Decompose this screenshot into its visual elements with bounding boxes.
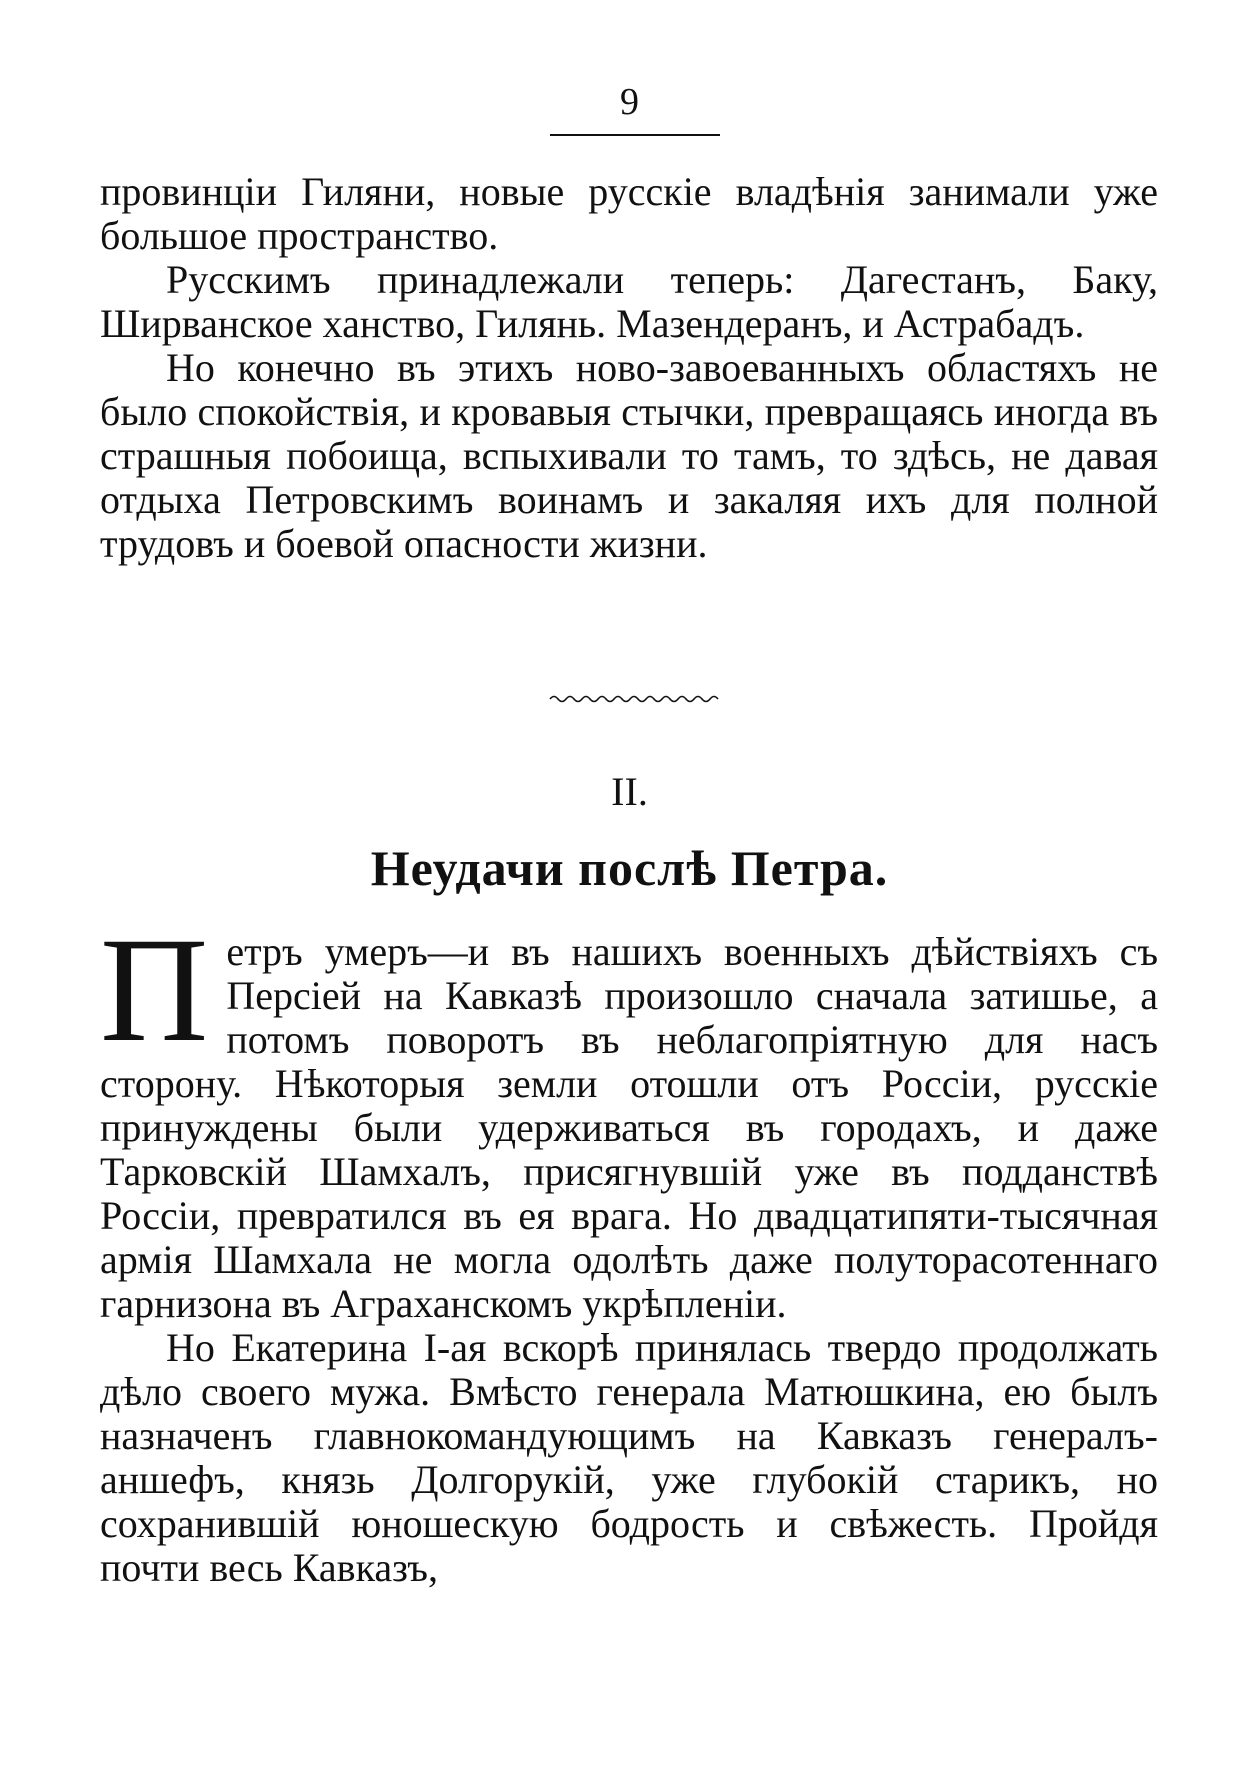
paragraph (100, 907, 1158, 1326)
paragraph-text: етръ умеръ—и въ нашихъ военныхъ дѣйствіяхъ съ Персіей на Кавказѣ произошло сначала затишье, а потомъ поворотъ въ неблагопріятную для насъ сторону. Нѣкоторыя земли отошли отъ Россіи, русскіе принуждены были удерживаться въ городахъ, и даже Тарковскій Шамхалъ, присягнувшій уже въ подданствѣ Россіи, превратился въ ея врага. Но двадцатипяти-тысячная армія Шамхала не могла одолѣть даже полуторасотеннаго гарнизона въ Аграханскомъ укрѣпленіи. (100, 929, 1158, 1326)
chapter-title: Неудачи послѣ Петра. (370, 840, 889, 896)
paragraph: Но конечно въ этихъ ново-завоеванныхъ областяхъ не было спокойствія, и кровавыя стычки, превращаясь иногда въ страшныя побоища, вспыхивали то тамъ, то здѣсь, не давая отдыха Петровскимъ воинамъ и закаляя ихъ для полной трудовъ и боевой опасности жизни. (100, 345, 1158, 566)
page-number: 9 (620, 81, 639, 123)
text-block-top (100, 170, 1158, 566)
paragraph: Но Екатерина І-ая вскорѣ принялась твердо продолжать дѣло своего мужа. Вмѣсто генерала Матюшкина, ею былъ назначенъ главнокомандующимъ на Кавказъ генералъ-аншефъ, князь Долгорукій, уже глубокій старикъ, но сохранившій юношескую бодрость и свѣжесть. Пройдя почти весь Кавказъ, (100, 1325, 1158, 1590)
header-rule (550, 134, 720, 136)
drop-cap: П (100, 907, 209, 1073)
paragraph: провинціи Гиляни, новые русскіе владѣнія занимали уже большое пространство. (100, 169, 1158, 258)
wavy-divider (548, 692, 720, 706)
paragraph: Русскимъ принадлежали теперь: Дагестанъ, Баку, Ширванское ханство, Гилянь. Мазендеранъ, и Астрабадъ. (100, 257, 1158, 346)
chapter-number: II. (611, 769, 648, 814)
text-block-main (100, 907, 1158, 1590)
